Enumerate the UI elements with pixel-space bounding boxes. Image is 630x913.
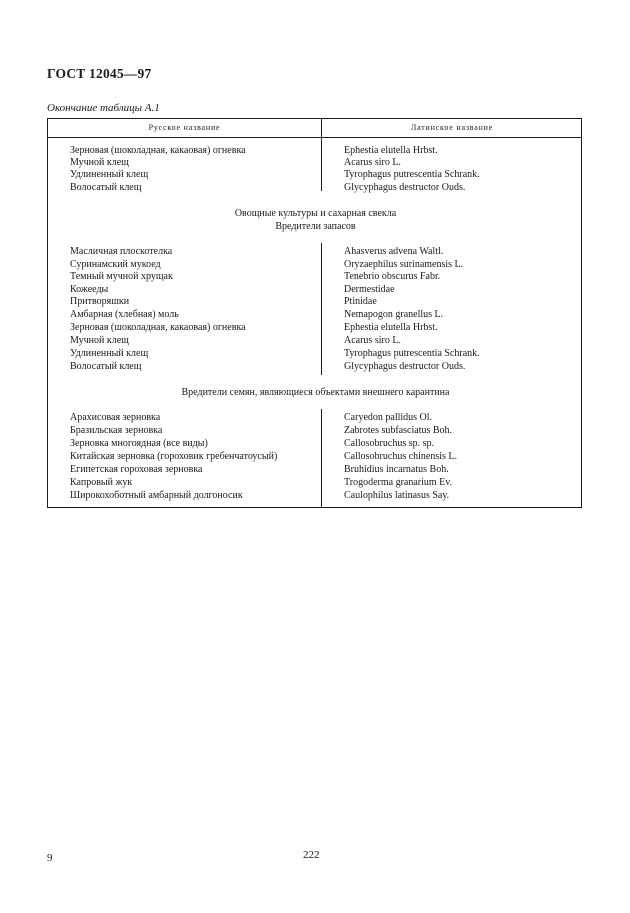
table-row (48, 309, 583, 321)
table-row (48, 451, 583, 463)
latin-name: Glycyphagus destructor Ouds. (344, 361, 466, 372)
latin-name: Acarus siro L. (344, 157, 401, 168)
latin-name: Caulophilus latinasus Say. (344, 490, 450, 501)
russian-name: Кожееды (70, 284, 109, 295)
table-row (48, 438, 583, 450)
table-row (48, 271, 583, 283)
table-row (48, 464, 583, 476)
table-row (48, 259, 583, 271)
table-row (48, 335, 583, 347)
latin-name: Bruhidius incarnatus Boh. (344, 464, 449, 475)
document-code: ГОСТ 12045—97 (47, 66, 152, 81)
russian-name: Волосатый клещ (70, 182, 142, 193)
latin-name: Callosobruchus sp. sp. (344, 438, 434, 449)
latin-name: Nemapogon granellus L. (344, 309, 444, 320)
page-number: 222 (303, 849, 320, 861)
russian-name: Китайская зерновка (гороховик гребенчатоусый) (70, 451, 278, 462)
table-row (48, 477, 583, 489)
latin-name: Callosobruchus chinensis L. (344, 451, 458, 462)
russian-name: Мучной клещ (70, 335, 129, 346)
section-title: Вредители семян, являющиеся объектами внешнего карантина (181, 387, 450, 398)
latin-name: Trogoderma granarium Ev. (344, 477, 453, 488)
latin-name: Ptinidae (344, 296, 377, 307)
russian-name: Волосатый клещ (70, 361, 142, 372)
species-table (47, 118, 582, 508)
russian-name: Зерновая (шоколадная, какаовая) огневка (70, 322, 246, 333)
russian-name: Притворяшки (70, 296, 130, 307)
table-row (48, 145, 583, 157)
latin-name: Acarus siro L. (344, 335, 401, 346)
latin-name: Glycyphagus destructor Ouds. (344, 182, 466, 193)
latin-name: Ahasverus advena Waltl. (344, 246, 444, 257)
russian-name: Масличная плоскотелка (70, 246, 173, 257)
table-row (48, 322, 583, 334)
russian-name: Широкохоботный амбарный долгоносик (70, 490, 243, 501)
russian-name: Темный мучной хрущак (70, 271, 173, 282)
russian-name: Мучной клещ (70, 157, 129, 168)
table-row (48, 361, 583, 373)
latin-name: Caryedon pallidus Ol. (344, 412, 433, 423)
table-row (48, 348, 583, 360)
latin-name: Dermestidae (344, 284, 395, 295)
russian-name: Суринамский мукоед (70, 259, 161, 270)
table-row (48, 169, 583, 181)
column-header-russian: Русское название (148, 123, 221, 132)
russian-name: Арахисовая зерновка (70, 412, 161, 423)
russian-name: Амбарная (хлебная) моль (70, 309, 179, 320)
latin-name: Tyrophagus putrescentia Schrank. (344, 348, 480, 359)
latin-name: Ephestia elutella Hrbst. (344, 145, 438, 156)
latin-name: Tenebrio obscurus Fabr. (344, 271, 441, 282)
russian-name: Удлиненный клещ (70, 169, 149, 180)
table-row (48, 157, 583, 169)
table-caption: Окончание таблицы А.1 (47, 102, 160, 114)
section-subtitle: Вредители запасов (275, 221, 356, 232)
section-title: Овощные культуры и сахарная свекла (234, 208, 397, 219)
table-row (48, 425, 583, 437)
header-divider (48, 137, 581, 138)
latin-name: Zabrotes subfasciatus Boh. (344, 425, 453, 436)
column-header-latin: Латинское название (410, 123, 494, 132)
russian-name: Египетская гороховая зерновка (70, 464, 203, 475)
russian-name: Капровый жук (70, 477, 133, 488)
russian-name: Бразильская зерновка (70, 425, 163, 436)
footer-left-number: 9 (47, 852, 53, 864)
russian-name: Зерновка многоядная (все виды) (70, 438, 208, 449)
latin-name: Tyrophagus putrescentia Schrank. (344, 169, 480, 180)
latin-name: Ephestia elutella Hrbst. (344, 322, 438, 333)
table-row (48, 296, 583, 308)
table-row (48, 284, 583, 296)
russian-name: Удлиненный клещ (70, 348, 149, 359)
table-row (48, 490, 583, 502)
table-row (48, 246, 583, 258)
russian-name: Зерновая (шоколадная, какаовая) огневка (70, 145, 246, 156)
table-row (48, 412, 583, 424)
table-row (48, 182, 583, 194)
latin-name: Oryzaephilus surinamensis L. (344, 259, 464, 270)
